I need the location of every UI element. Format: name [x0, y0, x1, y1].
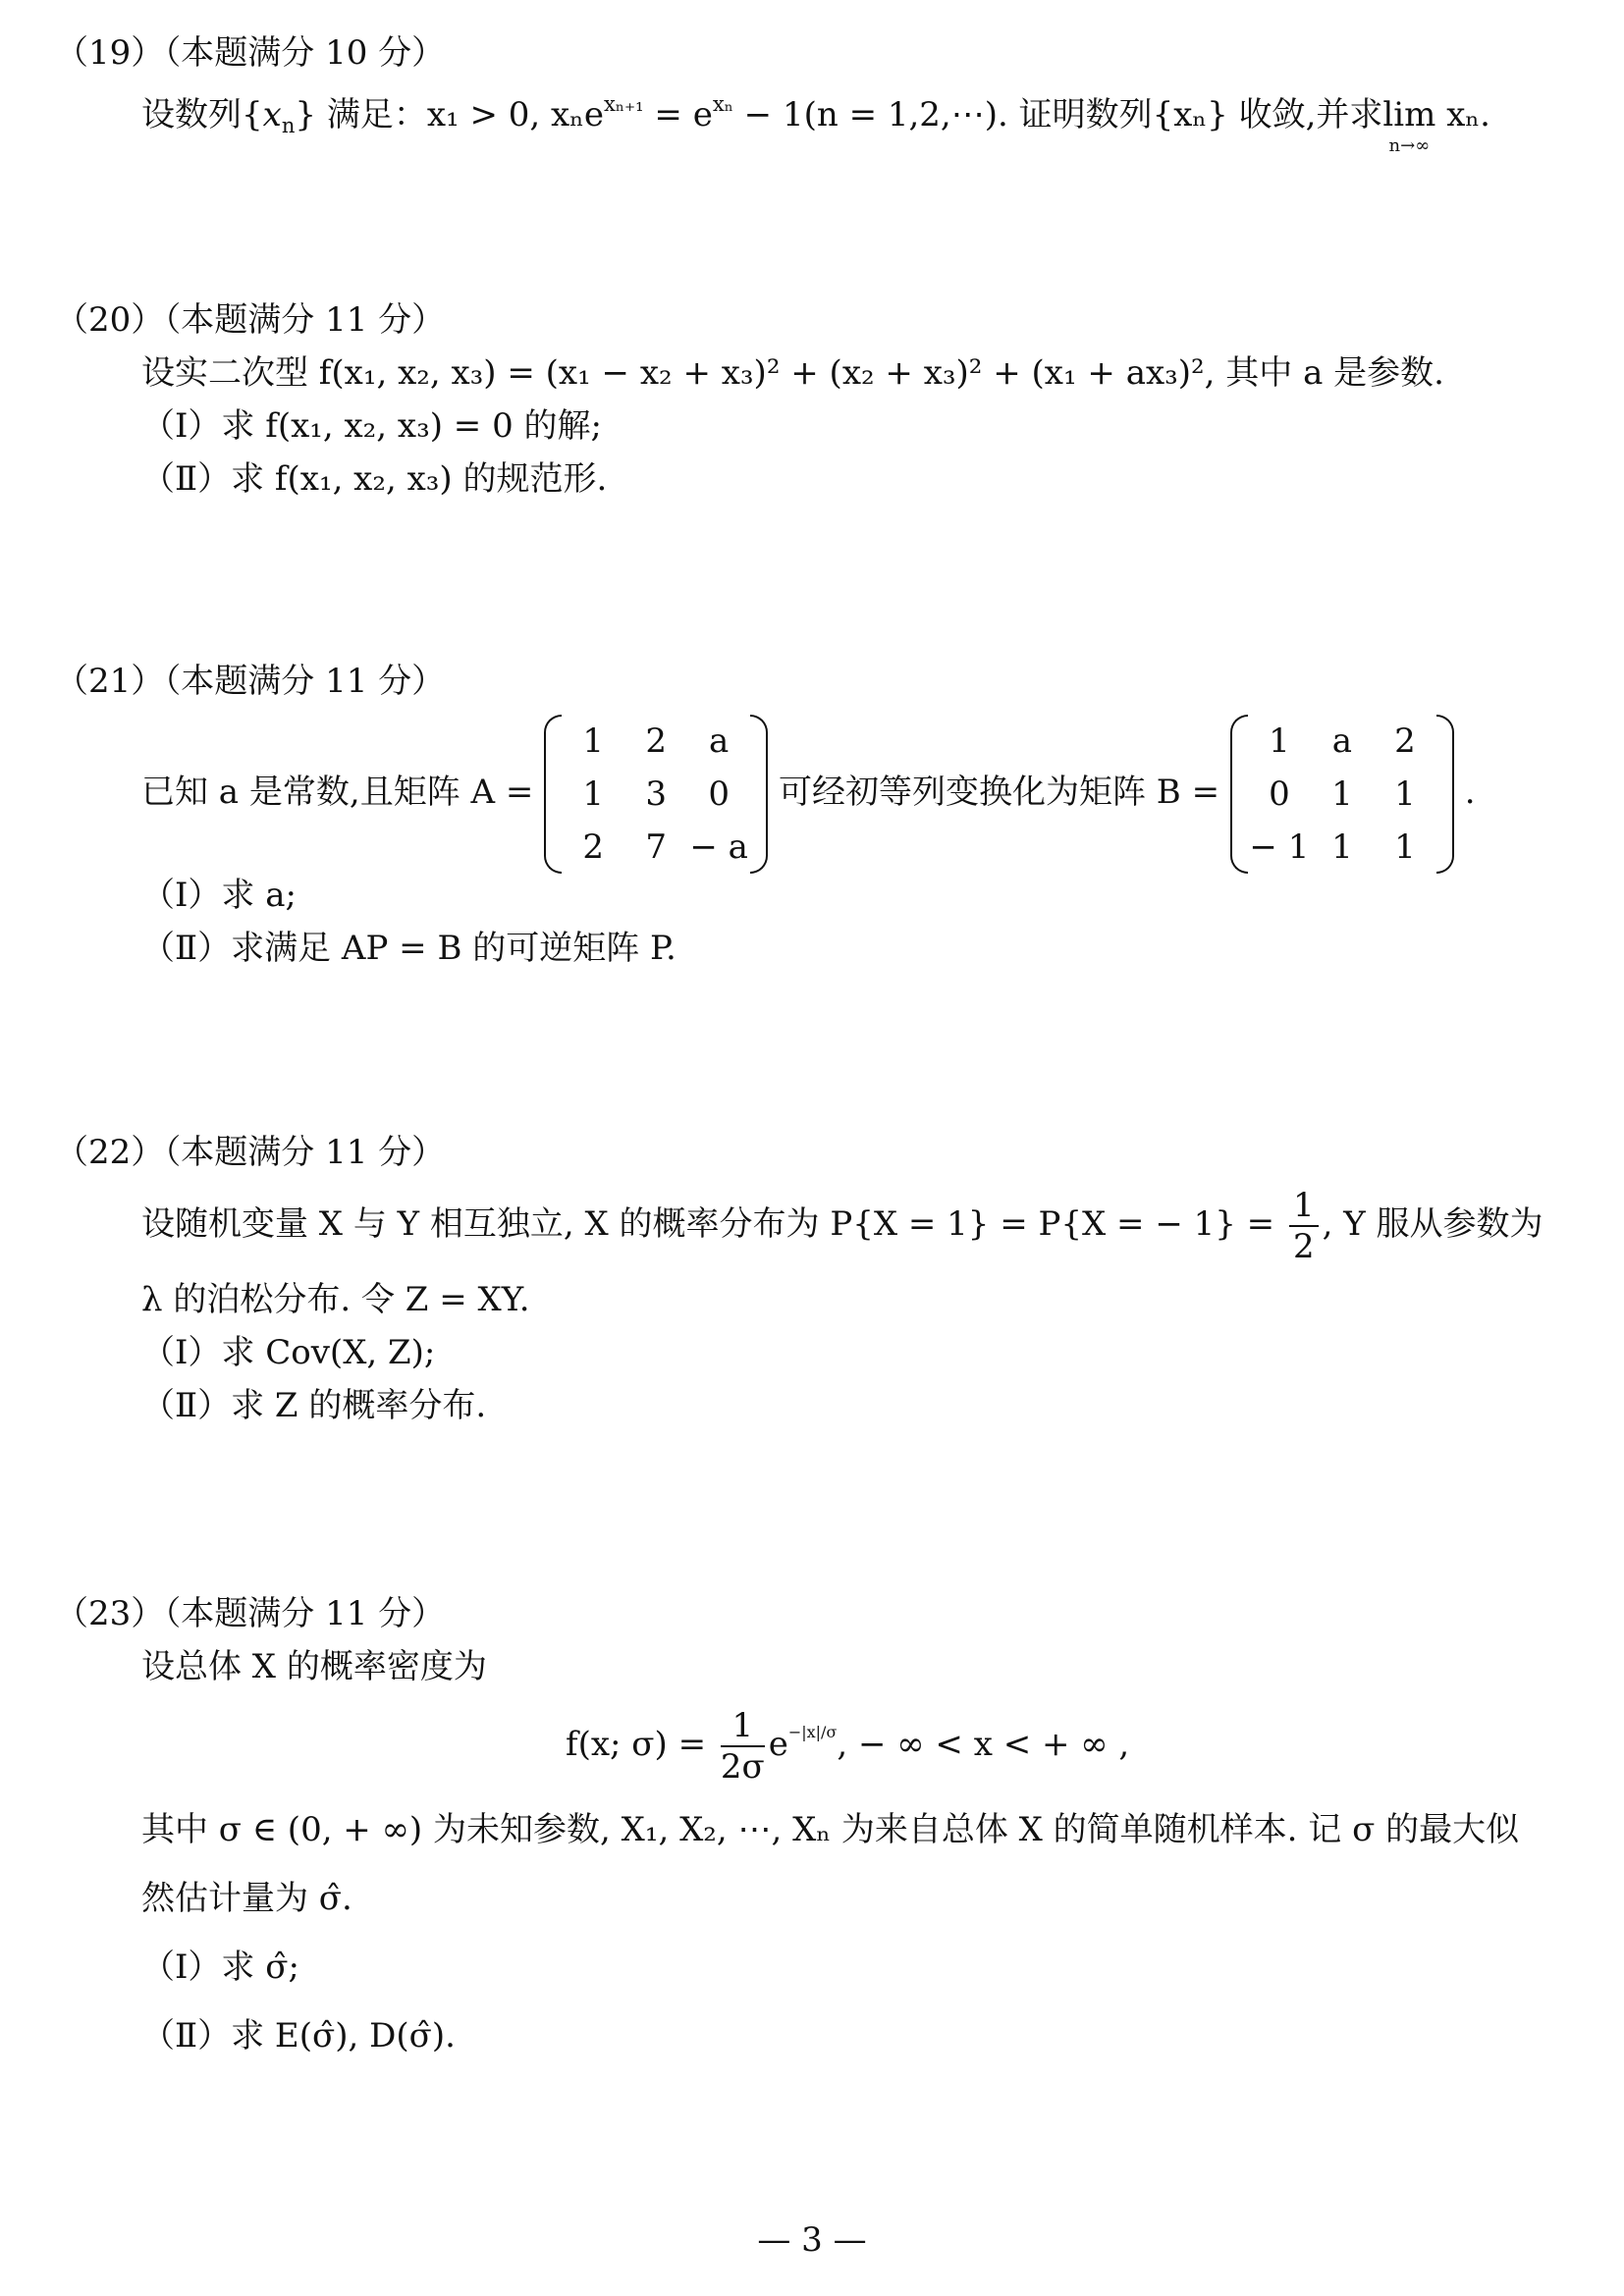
- density-formula: [566, 1706, 1129, 1787]
- matrix-a-cell: 1: [582, 721, 604, 761]
- matrix-a-cell: 7: [645, 828, 667, 867]
- p19-limit: [1382, 91, 1436, 156]
- p19-sub: n: [281, 113, 296, 138]
- problem-20-part-1: （Ⅰ）求 f(x₁, x₂, x₃) = 0 的解;: [141, 406, 602, 446]
- problem-20-statement: 设实二次型 f(x₁, x₂, x₃) = (x₁ − x₂ + x₃)² + (x₂ + x₃)² + (x₁ + ax₃)², 其中 a 是参数.: [141, 353, 1444, 393]
- matrix-a-cell: 0: [708, 774, 730, 814]
- fraction-one-half: [1289, 1186, 1319, 1266]
- matrix-b-cell: 1: [1331, 828, 1353, 867]
- formula-fraction: [721, 1706, 765, 1787]
- page-number: — 3 —: [757, 2220, 867, 2260]
- matrix-a-cell: a: [709, 721, 730, 761]
- problem-21-statement: [141, 715, 1476, 874]
- problem-22-part-1: （Ⅰ）求 Cov(X, Z);: [141, 1333, 436, 1372]
- p19-sup2: xₙ: [712, 91, 733, 116]
- matrix-a-cell: 2: [645, 721, 667, 761]
- p19-text-a: 设数列{: [141, 94, 263, 134]
- matrix-a-cell: 3: [645, 774, 667, 814]
- p21-intro: 已知 a 是常数,且矩阵 A =: [141, 773, 534, 812]
- matrix-b-cell: 1: [1394, 828, 1416, 867]
- p19-var: x: [262, 94, 282, 134]
- p19-sup1: xₙ₊₁: [604, 91, 644, 116]
- problem-21-part-1: （Ⅰ）求 a;: [141, 876, 297, 915]
- problem-20-header: （20）（本题满分 11 分）: [55, 300, 446, 340]
- matrix-b: [1230, 715, 1454, 874]
- problem-23-line-3: 然估计量为 σ̂.: [141, 1879, 352, 1918]
- p19-lim-under: n→∞: [1388, 134, 1431, 156]
- matrix-b-cell: − 1: [1249, 828, 1310, 867]
- matrix-b-right-bracket: [1436, 715, 1454, 874]
- p21-middle: 可经初等列变换化为矩阵 B =: [778, 773, 1220, 812]
- p19-lim-word: lim: [1382, 94, 1436, 134]
- matrix-a-cell: − a: [689, 828, 748, 867]
- matrix-b-cell: 0: [1269, 774, 1290, 814]
- p19-text-c: = e: [643, 94, 713, 134]
- formula-e: e: [768, 1725, 788, 1764]
- formula-numerator: 1: [721, 1706, 765, 1747]
- p22-text-b: , Y 服从参数为: [1322, 1204, 1543, 1244]
- p22-text-a: 设随机变量 X 与 Y 相互独立, X 的概率分布为 P{X = 1} = P{X = − 1} =: [141, 1204, 1275, 1244]
- problem-22-statement: [141, 1186, 1543, 1266]
- problem-23-part-2: （Ⅱ）求 E(σ̂), D(σ̂).: [141, 2016, 456, 2056]
- matrix-a-left-bracket: [544, 715, 562, 874]
- matrix-a-cell: 1: [582, 774, 604, 814]
- problem-21-header: （21）（本题满分 11 分）: [55, 662, 446, 701]
- p19-lim-tail: xₙ.: [1435, 94, 1490, 134]
- matrix-a-right-bracket: [750, 715, 768, 874]
- p21-end: .: [1464, 773, 1476, 812]
- problem-23-part-1: （Ⅰ）求 σ̂;: [141, 1948, 299, 1987]
- matrix-b-cell: 2: [1394, 721, 1416, 761]
- fraction-numerator: 1: [1289, 1186, 1319, 1227]
- matrix-b-cell: 1: [1331, 774, 1353, 814]
- matrix-b-left-bracket: [1230, 715, 1248, 874]
- formula-domain: , − ∞ < x < + ∞ ,: [837, 1725, 1130, 1764]
- p19-text-b: } 满足：x₁ > 0, xₙe: [295, 94, 605, 134]
- problem-21-part-2: （Ⅱ）求满足 AP = B 的可逆矩阵 P.: [141, 929, 677, 968]
- problem-19-header: （19）（本题满分 10 分）: [55, 33, 446, 73]
- matrix-b-cell: a: [1331, 721, 1353, 761]
- formula-lhs: f(x; σ) =: [566, 1725, 707, 1764]
- problem-23-line-1: 设总体 X 的概率密度为: [141, 1647, 487, 1686]
- formula-exponent: −|x|/σ: [787, 1723, 838, 1741]
- problem-19-statement: [141, 80, 1490, 156]
- matrix-a-cell: 2: [582, 828, 604, 867]
- formula-denominator: 2σ: [720, 1747, 765, 1787]
- problem-20-part-2: （Ⅱ）求 f(x₁, x₂, x₃) 的规范形.: [141, 459, 608, 499]
- fraction-denominator: 2: [1293, 1227, 1315, 1266]
- matrix-b-cell: 1: [1394, 774, 1416, 814]
- matrix-a: [544, 715, 768, 874]
- p19-text-d: − 1(n = 1,2,⋯). 证明数列{xₙ} 收敛,并求: [732, 94, 1383, 134]
- problem-23-line-2: 其中 σ ∈ (0, + ∞) 为未知参数, X₁, X₂, ⋯, Xₙ 为来自总体 X 的简单随机样本. 记 σ 的最大似: [141, 1810, 1520, 1849]
- problem-22-part-2: （Ⅱ）求 Z 的概率分布.: [141, 1386, 487, 1425]
- problem-22-line-2: λ 的泊松分布. 令 Z = XY.: [141, 1280, 530, 1319]
- matrix-b-cell: 1: [1269, 721, 1290, 761]
- problem-22-header: （22）（本题满分 11 分）: [55, 1133, 446, 1172]
- problem-23-header: （23）（本题满分 11 分）: [55, 1594, 446, 1633]
